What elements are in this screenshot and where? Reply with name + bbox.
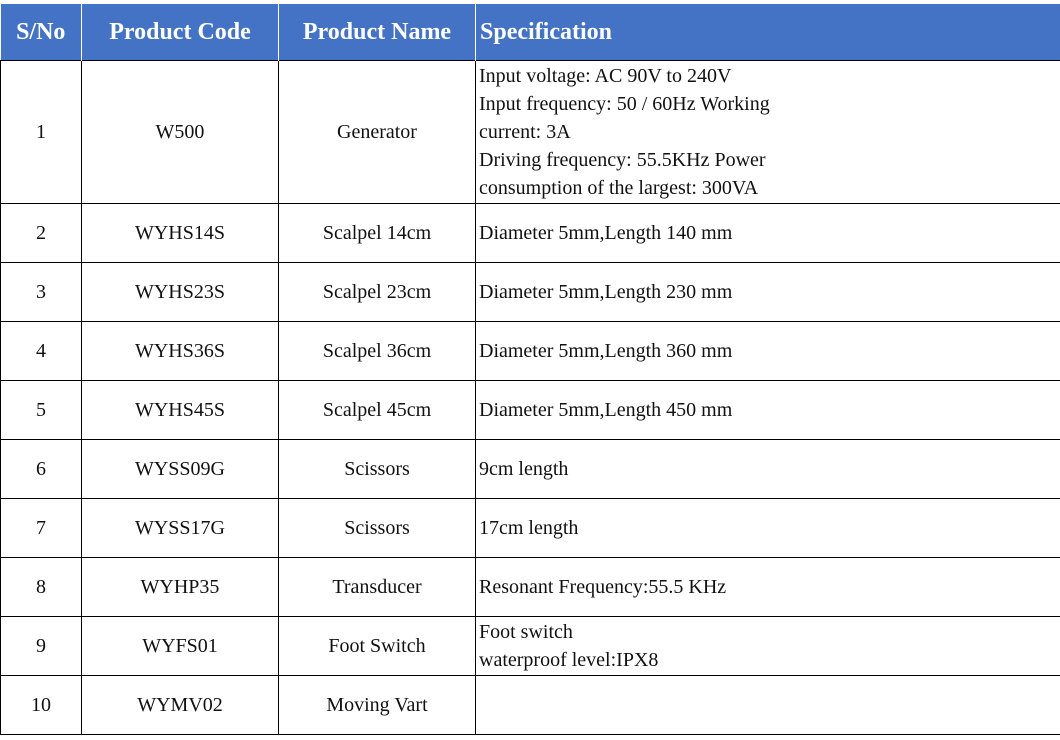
cell-product-code: WYSS09G: [82, 440, 279, 499]
cell-product-code: WYHS36S: [82, 322, 279, 381]
cell-product-code: WYHS45S: [82, 381, 279, 440]
cell-product-name: Scissors: [279, 499, 476, 558]
cell-product-name: Scalpel 45cm: [279, 381, 476, 440]
cell-specification: [476, 204, 1060, 263]
table-row: [1, 617, 1060, 676]
header-product-name: Product Name: [279, 4, 476, 61]
spec-line: Foot switch: [479, 621, 573, 643]
spec-line: Diameter 5mm,Length 450 mm: [479, 399, 733, 421]
table-row: [1, 263, 1060, 322]
cell-sno: 6: [1, 440, 82, 499]
cell-sno: 9: [1, 617, 82, 676]
cell-product-name: Scalpel 36cm: [279, 322, 476, 381]
cell-sno: 4: [1, 322, 82, 381]
table-row: [1, 499, 1060, 558]
table-row: [1, 676, 1060, 735]
table-row: [1, 381, 1060, 440]
cell-product-code: WYFS01: [82, 617, 279, 676]
spec-line: current: 3A: [479, 121, 571, 143]
header-sno: S/No: [1, 4, 82, 61]
spec-line: Diameter 5mm,Length 360 mm: [479, 340, 733, 362]
cell-specification: [476, 676, 1060, 735]
cell-product-name: Scalpel 14cm: [279, 204, 476, 263]
table-row: [1, 61, 1060, 204]
cell-product-code: WYHS14S: [82, 204, 279, 263]
cell-sno: 2: [1, 204, 82, 263]
cell-product-name: Moving Vart: [279, 676, 476, 735]
spec-line: Driving frequency: 55.5KHz Power: [479, 149, 766, 171]
cell-product-code: WYHS23S: [82, 263, 279, 322]
cell-product-name: Generator: [279, 61, 476, 204]
cell-specification: [476, 263, 1060, 322]
cell-product-code: WYMV02: [82, 676, 279, 735]
cell-specification: [476, 61, 1060, 204]
cell-sno: 8: [1, 558, 82, 617]
spec-line: Diameter 5mm,Length 230 mm: [479, 281, 733, 303]
cell-specification: [476, 617, 1060, 676]
spec-line: Resonant Frequency:55.5 KHz: [479, 576, 727, 598]
cell-sno: 10: [1, 676, 82, 735]
cell-product-name: Transducer: [279, 558, 476, 617]
table-row: [1, 558, 1060, 617]
spec-line: Diameter 5mm,Length 140 mm: [479, 222, 733, 244]
cell-sno: 3: [1, 263, 82, 322]
cell-specification: [476, 322, 1060, 381]
cell-product-code: WYSS17G: [82, 499, 279, 558]
spec-line: 17cm length: [479, 517, 579, 539]
spec-line: waterproof level:IPX8: [479, 649, 659, 671]
cell-product-code: W500: [82, 61, 279, 204]
header-row: [1, 4, 1060, 61]
spec-line: Input voltage: AC 90V to 240V: [479, 65, 732, 87]
cell-specification: [476, 499, 1060, 558]
spec-line: 9cm length: [479, 458, 569, 480]
table-body: [1, 61, 1060, 735]
header-product-code: Product Code: [82, 4, 279, 61]
cell-product-name: Foot Switch: [279, 617, 476, 676]
cell-product-name: Scissors: [279, 440, 476, 499]
cell-sno: 7: [1, 499, 82, 558]
cell-sno: 5: [1, 381, 82, 440]
header-specification: Specification: [476, 4, 1060, 61]
spec-line: Input frequency: 50 / 60Hz Working: [479, 93, 770, 115]
cell-product-name: Scalpel 23cm: [279, 263, 476, 322]
cell-product-code: WYHP35: [82, 558, 279, 617]
product-spec-table: [0, 4, 1060, 735]
cell-sno: 1: [1, 61, 82, 204]
table-row: [1, 440, 1060, 499]
spec-line: consumption of the largest: 300VA: [479, 177, 759, 199]
table-row: [1, 204, 1060, 263]
table-row: [1, 322, 1060, 381]
cell-specification: [476, 381, 1060, 440]
cell-specification: [476, 440, 1060, 499]
cell-specification: [476, 558, 1060, 617]
